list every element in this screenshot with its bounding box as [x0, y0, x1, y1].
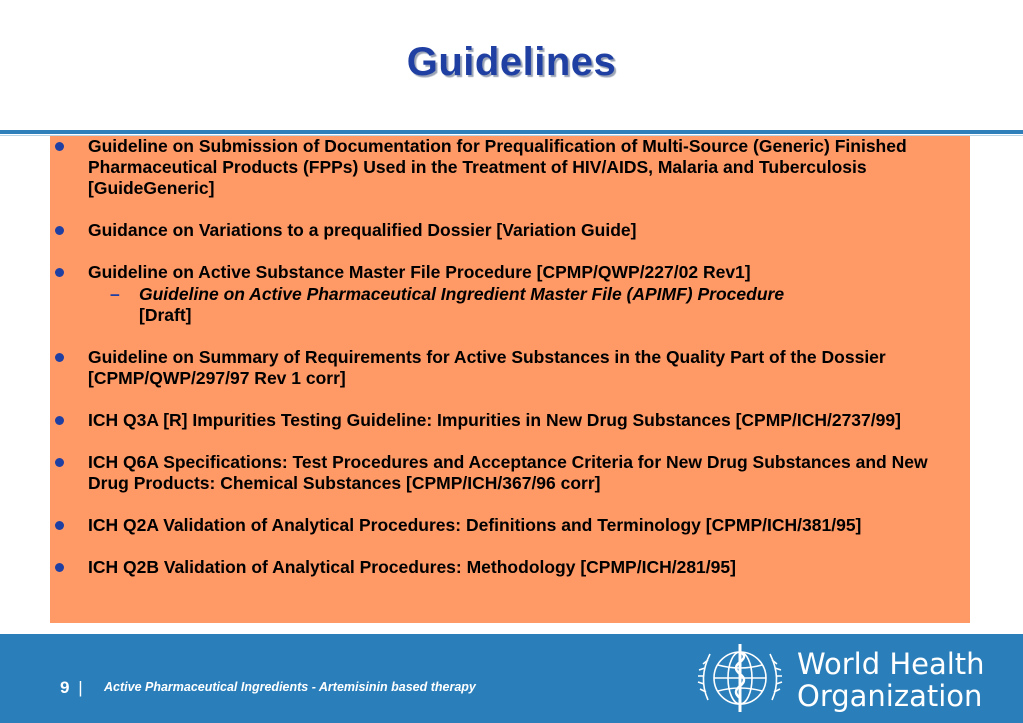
list-item-text: Guidance on Variations to a prequalified Dossier [Variation Guide] — [88, 220, 637, 240]
page-separator: | — [78, 678, 83, 697]
list-item-text: ICH Q2A Validation of Analytical Procedures: Definitions and Terminology [CPMP/ICH/381/95] — [88, 515, 862, 535]
bullet-dot-icon — [55, 142, 64, 151]
list-item-text: ICH Q6A Specifications: Test Procedures and Acceptance Criteria for New Drug Substances and New Drug Products: Chemical Substances [CPMP/ICH/367/96 corr] — [88, 452, 928, 493]
page-title: Guidelines — [406, 40, 617, 84]
list-item — [50, 452, 962, 494]
list-item — [50, 557, 962, 578]
list-item-text: ICH Q3A [R] Impurities Testing Guideline: Impurities in New Drug Substances [CPMP/ICH/2737/99] — [88, 410, 901, 430]
list-item-text: Guideline on Submission of Documentation for Prequalification of Multi-Source (Generic) Finished Pharmaceutical Products (FPPs) Used in the Treatment of HIV/AIDS, Malaria and Tuberculosis [GuideGeneric] — [88, 136, 907, 198]
who-org-name: World Health Organization — [797, 647, 985, 713]
bullet-dot-icon — [55, 458, 64, 467]
sub-list-item — [50, 284, 962, 326]
dash-bullet: – — [110, 284, 120, 304]
bullet-dot-icon — [55, 226, 64, 235]
list-item — [50, 262, 962, 283]
bullet-dot-icon — [55, 521, 64, 530]
title-divider — [0, 130, 1023, 134]
list-item — [50, 136, 962, 199]
footer-bar — [0, 634, 1023, 723]
footer-title: Active Pharmaceutical Ingredients - Artemisinin based therapy — [104, 680, 476, 694]
list-item — [50, 410, 962, 431]
who-emblem-icon — [694, 638, 786, 718]
list-item — [50, 515, 962, 536]
list-item-text: Guideline on Active Substance Master File Procedure [CPMP/QWP/227/02 Rev1] — [88, 262, 751, 282]
guidelines-list — [50, 136, 970, 623]
page-number: 9 | — [60, 678, 83, 697]
sub-item-suffix: [Draft] — [139, 305, 192, 325]
bullet-dot-icon — [55, 563, 64, 572]
bullet-dot-icon — [55, 416, 64, 425]
list-item-text: ICH Q2B Validation of Analytical Procedures: Methodology [CPMP/ICH/281/95] — [88, 557, 736, 577]
list-item-text: Guideline on Summary of Requirements for Active Substances in the Quality Part of the Dossier [CPMP/QWP/297/97 Rev 1 corr] — [88, 347, 886, 388]
list-item — [50, 220, 962, 241]
bullet-dot-icon — [55, 353, 64, 362]
bullet-dot-icon — [55, 268, 64, 277]
sub-item-italic-text: Guideline on Active Pharmaceutical Ingredient Master File (APIMF) Procedure — [139, 284, 785, 304]
list-item — [50, 347, 962, 389]
